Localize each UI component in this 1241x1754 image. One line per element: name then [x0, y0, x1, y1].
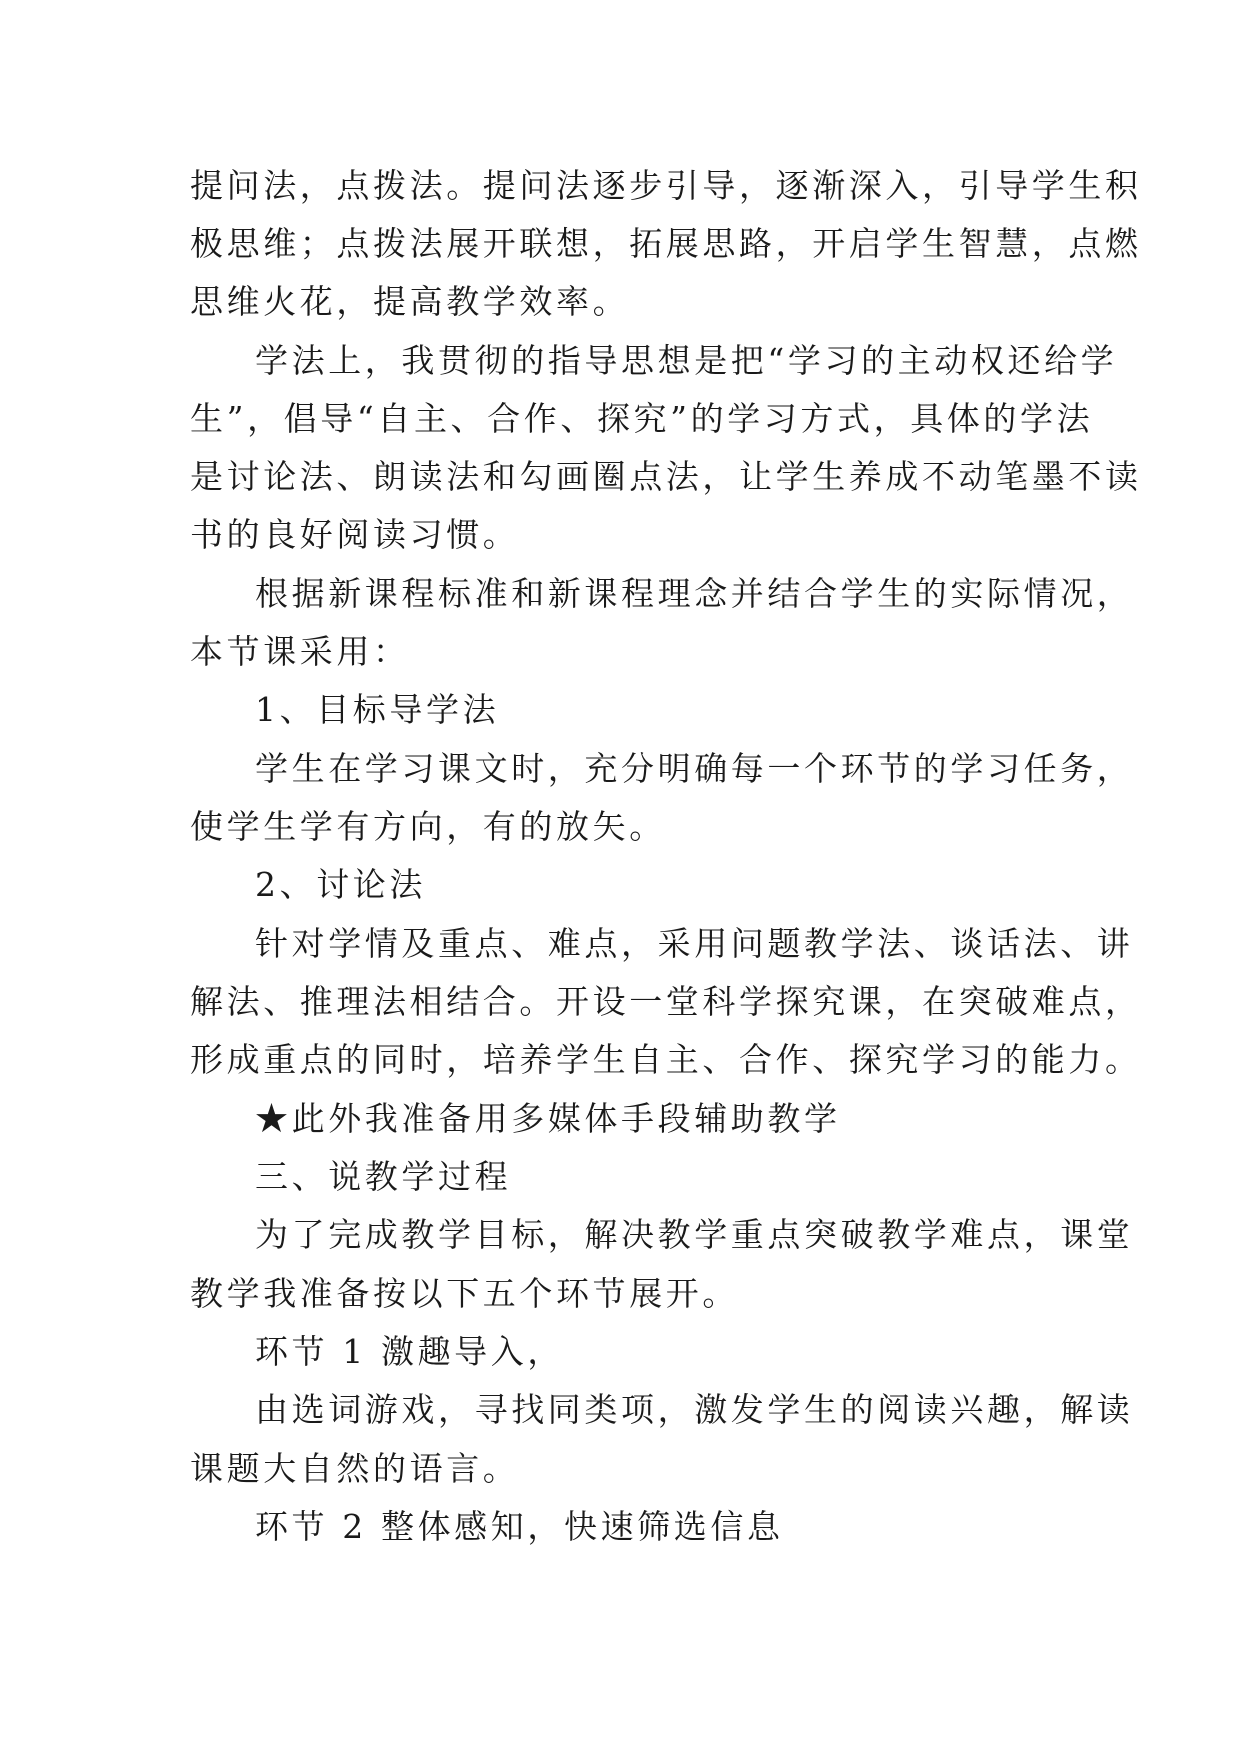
text-line: 解法、推理法相结合。开设一堂科学探究课，在突破难点，: [190, 982, 1142, 1021]
text-line: 是讨论法、朗读法和勾画圈点法，让学生养成不动笔墨不读: [190, 457, 1142, 496]
heading-line: 1、目标导学法: [255, 690, 500, 729]
heading-line: 环节 1 激趣导入，: [255, 1332, 564, 1371]
text-line: 思维火花，提高教学效率。: [190, 282, 630, 321]
text-line: 极思维；点拨法展开联想，拓展思路，开启学生智慧，点燃: [190, 224, 1142, 263]
text-line: 针对学情及重点、难点，采用问题教学法、谈话法、讲: [255, 924, 1134, 963]
heading-line: 2、讨论法: [255, 865, 426, 904]
text-line: 生”，倡导“自主、合作、探究”的学习方式，具体的学法: [190, 399, 1094, 438]
heading-line: 三、说教学过程: [255, 1157, 512, 1196]
text-line: 为了完成教学目标，解决教学重点突破教学难点，课堂: [255, 1215, 1134, 1254]
text-line: 本节课采用：: [190, 632, 410, 671]
text-line: ★此外我准备用多媒体手段辅助教学: [255, 1099, 841, 1138]
text-line: 学生在学习课文时，充分明确每一个环节的学习任务，: [255, 749, 1134, 788]
text-line: 由选词游戏，寻找同类项，激发学生的阅读兴趣，解读: [255, 1390, 1134, 1429]
text-line: 书的良好阅读习惯。: [190, 515, 520, 554]
text-line: 教学我准备按以下五个环节展开。: [190, 1274, 739, 1313]
heading-line: 环节 2 整体感知，快速筛选信息: [255, 1507, 784, 1546]
text-line: 学法上，我贯彻的指导思想是把“学习的主动权还给学: [255, 341, 1118, 380]
text-line: 根据新课程标准和新课程理念并结合学生的实际情况，: [255, 574, 1134, 613]
text-line: 课题大自然的语言。: [190, 1449, 520, 1488]
text-line: 提问法，点拨法。提问法逐步引导，逐渐深入，引导学生积: [190, 166, 1142, 205]
text-line: 使学生学有方向，有的放矢。: [190, 807, 666, 846]
text-line: 形成重点的同时，培养学生自主、合作、探究学习的能力。: [190, 1040, 1142, 1079]
